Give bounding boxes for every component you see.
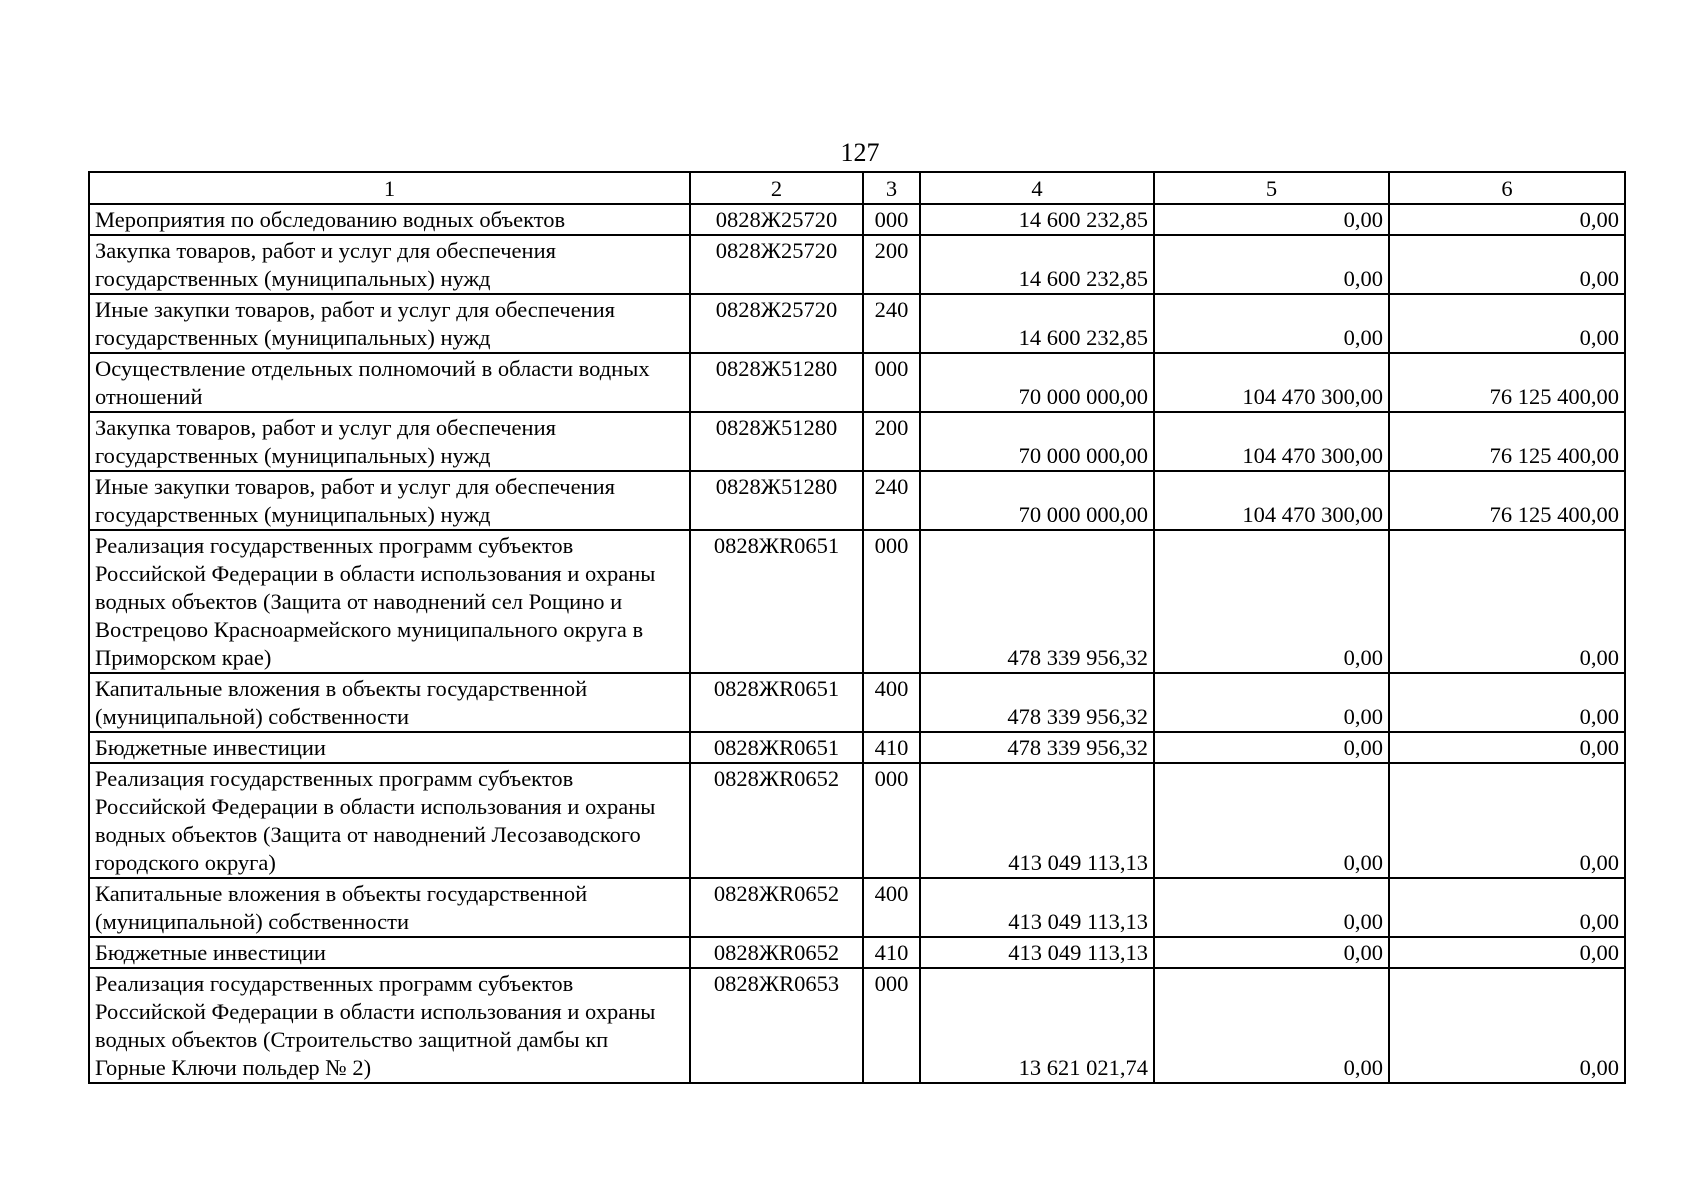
budget-table (88, 171, 1626, 1084)
column-header-5: 5 (1154, 172, 1389, 204)
row-amount-col6: 0,00 (1389, 294, 1625, 353)
row-name: Реализация государственных программ субъектов Российской Федерации в области использования и охраны водных объектов (Защита от наводнений сел Рощино и Вострецово Красноармейского муниципального округа в Приморском крае) (89, 530, 690, 673)
row-amount-col6: 0,00 (1389, 968, 1625, 1083)
column-header-3: 3 (863, 172, 920, 204)
table-row (89, 412, 1625, 471)
row-amount-col6: 0,00 (1389, 763, 1625, 878)
row-name: Иные закупки товаров, работ и услуг для обеспечения государственных (муниципальных) нужд (89, 294, 690, 353)
row-amount-col4: 13 621 021,74 (920, 968, 1154, 1083)
row-amount-col4: 413 049 113,13 (920, 937, 1154, 968)
table-row (89, 471, 1625, 530)
row-vr-code: 000 (863, 763, 920, 878)
row-csr-code: 0828Ж25720 (690, 235, 863, 294)
column-header-4: 4 (920, 172, 1154, 204)
row-vr-code: 000 (863, 204, 920, 235)
row-amount-col6: 0,00 (1389, 732, 1625, 763)
row-csr-code: 0828ЖR0653 (690, 968, 863, 1083)
table-row (89, 204, 1625, 235)
row-amount-col5: 0,00 (1154, 673, 1389, 732)
row-csr-code: 0828ЖR0651 (690, 732, 863, 763)
row-name: Иные закупки товаров, работ и услуг для обеспечения государственных (муниципальных) нужд (89, 471, 690, 530)
row-amount-col4: 478 339 956,32 (920, 732, 1154, 763)
row-amount-col5: 104 470 300,00 (1154, 412, 1389, 471)
row-name: Закупка товаров, работ и услуг для обеспечения государственных (муниципальных) нужд (89, 235, 690, 294)
row-amount-col6: 0,00 (1389, 878, 1625, 937)
row-vr-code: 000 (863, 968, 920, 1083)
row-amount-col5: 0,00 (1154, 763, 1389, 878)
row-vr-code: 400 (863, 878, 920, 937)
row-amount-col5: 0,00 (1154, 294, 1389, 353)
budget-table-container (88, 171, 1624, 1084)
row-vr-code: 240 (863, 471, 920, 530)
table-row (89, 937, 1625, 968)
row-name: Реализация государственных программ субъектов Российской Федерации в области использования и охраны водных объектов (Строительство защитной дамбы кп Горные Ключи польдер № 2) (89, 968, 690, 1083)
row-vr-code: 000 (863, 530, 920, 673)
row-name: Мероприятия по обследованию водных объектов (89, 204, 690, 235)
row-amount-col5: 104 470 300,00 (1154, 353, 1389, 412)
table-row (89, 732, 1625, 763)
row-vr-code: 000 (863, 353, 920, 412)
row-amount-col5: 0,00 (1154, 204, 1389, 235)
column-header-6: 6 (1389, 172, 1625, 204)
table-row (89, 673, 1625, 732)
table-row (89, 530, 1625, 673)
row-name: Капитальные вложения в объекты государственной (муниципальной) собственности (89, 673, 690, 732)
row-amount-col4: 70 000 000,00 (920, 412, 1154, 471)
row-csr-code: 0828ЖR0652 (690, 878, 863, 937)
row-amount-col4: 70 000 000,00 (920, 471, 1154, 530)
row-amount-col4: 478 339 956,32 (920, 530, 1154, 673)
row-csr-code: 0828Ж51280 (690, 412, 863, 471)
column-header-1: 1 (89, 172, 690, 204)
row-amount-col6: 0,00 (1389, 937, 1625, 968)
row-amount-col6: 0,00 (1389, 530, 1625, 673)
row-vr-code: 240 (863, 294, 920, 353)
row-name: Капитальные вложения в объекты государственной (муниципальной) собственности (89, 878, 690, 937)
row-csr-code: 0828Ж25720 (690, 204, 863, 235)
row-amount-col5: 0,00 (1154, 530, 1389, 673)
row-name: Закупка товаров, работ и услуг для обеспечения государственных (муниципальных) нужд (89, 412, 690, 471)
row-amount-col6: 76 125 400,00 (1389, 471, 1625, 530)
row-amount-col5: 0,00 (1154, 968, 1389, 1083)
row-csr-code: 0828ЖR0652 (690, 937, 863, 968)
row-name: Реализация государственных программ субъектов Российской Федерации в области использования и охраны водных объектов (Защита от наводнений Лесозаводского городского округа) (89, 763, 690, 878)
row-amount-col6: 0,00 (1389, 673, 1625, 732)
table-body (89, 204, 1625, 1083)
row-amount-col5: 0,00 (1154, 235, 1389, 294)
row-amount-col6: 0,00 (1389, 235, 1625, 294)
row-amount-col4: 14 600 232,85 (920, 294, 1154, 353)
row-name: Бюджетные инвестиции (89, 732, 690, 763)
row-amount-col4: 70 000 000,00 (920, 353, 1154, 412)
row-amount-col4: 14 600 232,85 (920, 204, 1154, 235)
row-vr-code: 410 (863, 732, 920, 763)
row-amount-col5: 0,00 (1154, 732, 1389, 763)
row-amount-col4: 413 049 113,13 (920, 763, 1154, 878)
table-row (89, 763, 1625, 878)
table-row (89, 968, 1625, 1083)
row-amount-col5: 104 470 300,00 (1154, 471, 1389, 530)
column-number-row (89, 172, 1625, 204)
row-amount-col4: 14 600 232,85 (920, 235, 1154, 294)
column-header-2: 2 (690, 172, 863, 204)
row-name: Бюджетные инвестиции (89, 937, 690, 968)
row-amount-col5: 0,00 (1154, 937, 1389, 968)
row-amount-col6: 0,00 (1389, 204, 1625, 235)
table-row (89, 353, 1625, 412)
row-csr-code: 0828ЖR0652 (690, 763, 863, 878)
row-vr-code: 400 (863, 673, 920, 732)
table-row (89, 235, 1625, 294)
row-csr-code: 0828Ж25720 (690, 294, 863, 353)
row-csr-code: 0828ЖR0651 (690, 673, 863, 732)
row-amount-col5: 0,00 (1154, 878, 1389, 937)
row-amount-col6: 76 125 400,00 (1389, 412, 1625, 471)
page-number: 127 (840, 138, 880, 167)
row-vr-code: 200 (863, 412, 920, 471)
row-csr-code: 0828Ж51280 (690, 353, 863, 412)
row-vr-code: 410 (863, 937, 920, 968)
row-name: Осуществление отдельных полномочий в области водных отношений (89, 353, 690, 412)
row-csr-code: 0828Ж51280 (690, 471, 863, 530)
row-csr-code: 0828ЖR0651 (690, 530, 863, 673)
row-amount-col6: 76 125 400,00 (1389, 353, 1625, 412)
row-amount-col4: 413 049 113,13 (920, 878, 1154, 937)
table-row (89, 878, 1625, 937)
row-vr-code: 200 (863, 235, 920, 294)
table-row (89, 294, 1625, 353)
row-amount-col4: 478 339 956,32 (920, 673, 1154, 732)
